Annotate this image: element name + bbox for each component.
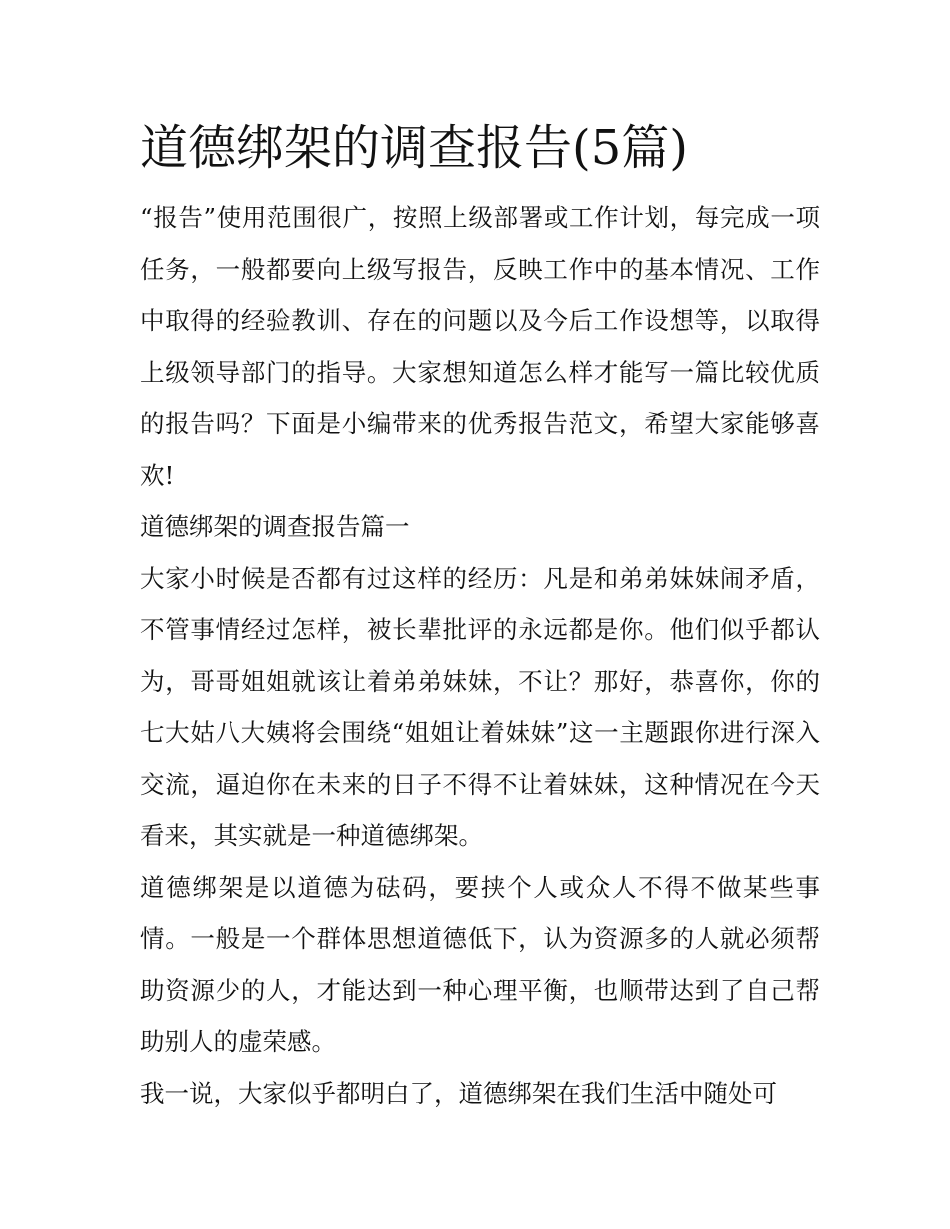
intro-paragraph: “报告”使用范围很广，按照上级部署或工作计划，每完成一项任务，一般都要向上级写报告，反映工作中的基本情况、工作中取得的经验教训、存在的问题以及今后工作设想等，以取得上级领导部门的指导。大家想知道怎么样才能写一篇比较优质的报告吗？下面是小编带来的优秀报告范文，希望大家能够喜欢! [140, 203, 820, 490]
document-page [140, 112, 820, 1119]
body-paragraph-2: 道德绑架是以道德为砝码，要挟个人或众人不得不做某些事情。一般是一个群体思想道德低下，认为资源多的人就必须帮助资源少的人，才能达到一种心理平衡，也顺带达到了自己帮助别人的虚荣感。 [140, 872, 820, 1056]
body-paragraph-3: 我一说，大家似乎都明白了，道德绑架在我们生活中随处可 [140, 1078, 777, 1108]
section-heading: 道德绑架的调查报告篇一 [140, 512, 410, 541]
body-paragraph-1: 大家小时候是否都有过这样的经历：凡是和弟弟妹妹闹矛盾，不管事情经过怎样，被长辈批评的永远都是你。他们似乎都认为，哥哥姐姐就该让着弟弟妹妹，不让？那好，恭喜你，你的七大姑八大姨将会围绕“姐姐让着妹妹”这一主题跟你进行深入交流，逼迫你在未来的日子不得不让着妹妹，这种情况在今天看来，其实就是一种道德绑架。 [140, 563, 820, 850]
document-title: 道德绑架的调查报告(5篇) [140, 120, 688, 176]
